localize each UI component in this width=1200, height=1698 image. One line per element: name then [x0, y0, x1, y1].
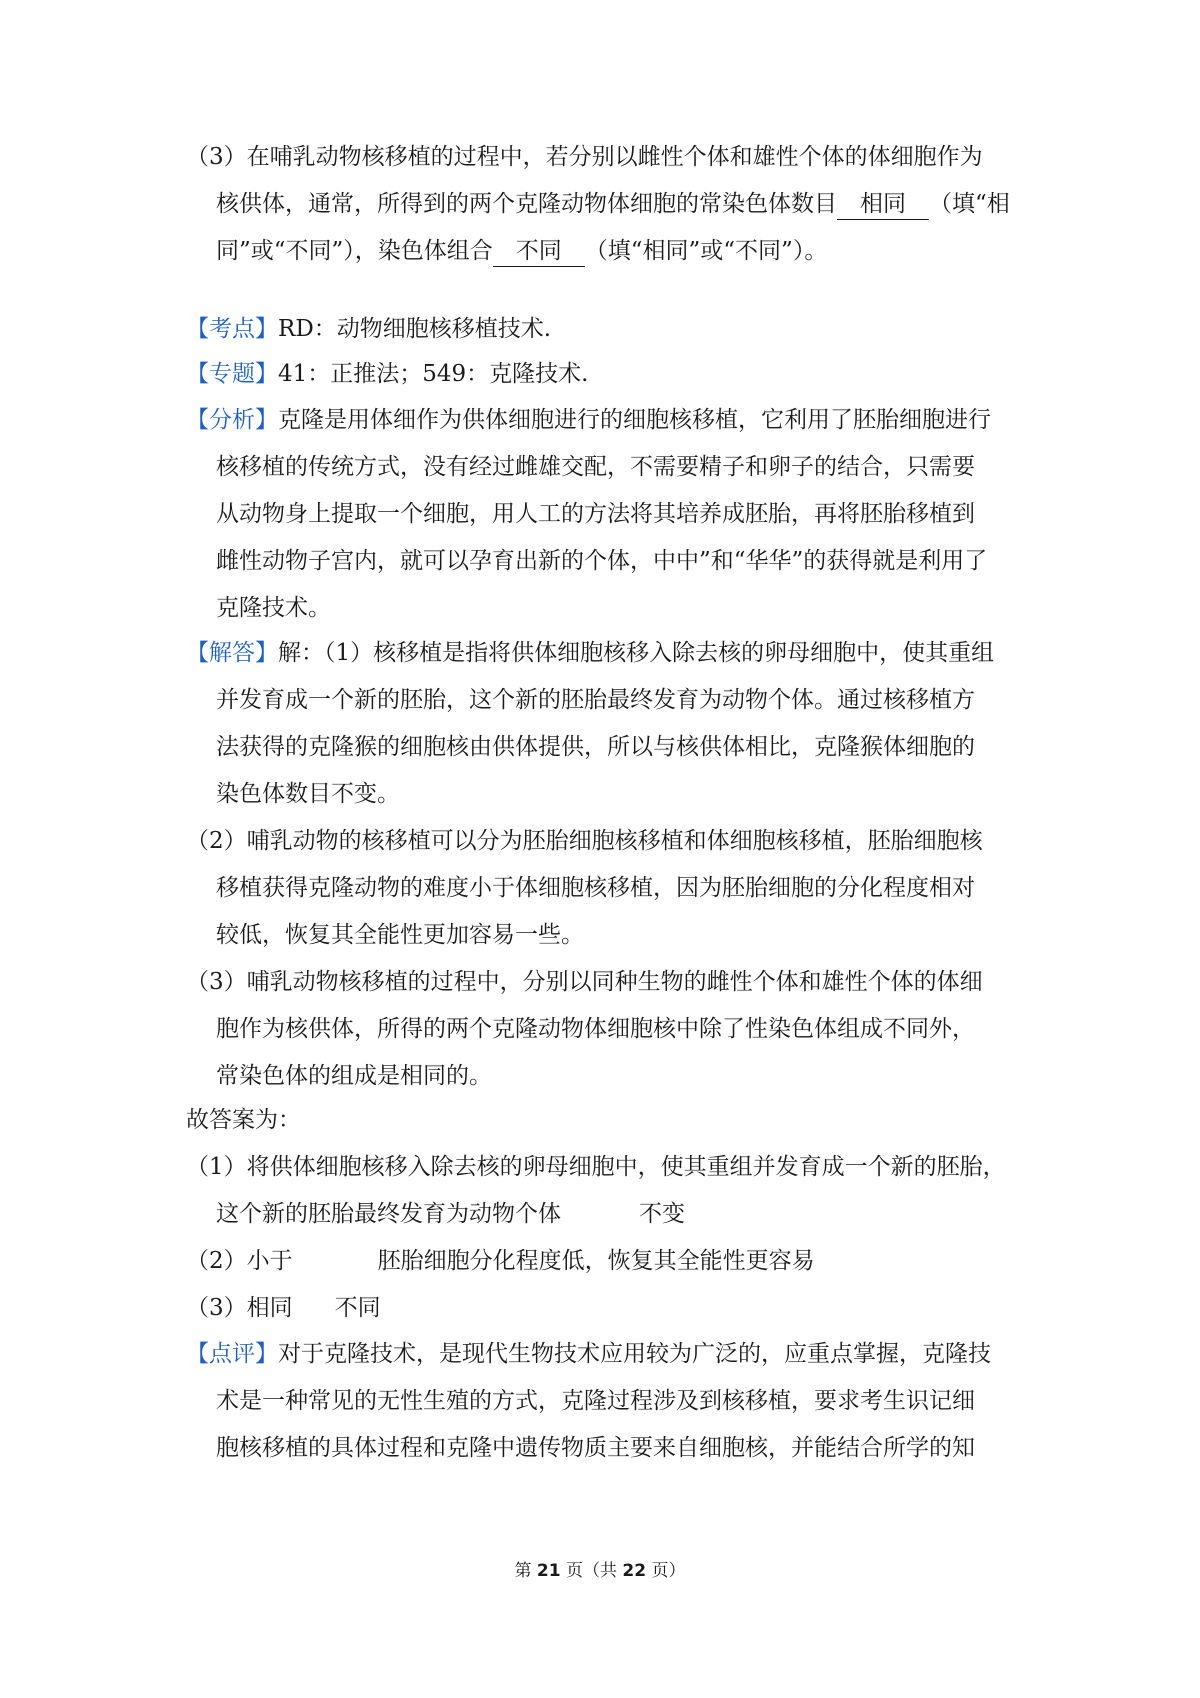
total-page-number: 22: [622, 1561, 647, 1581]
jieda-line-3: 法获得的克隆猴的细胞核由供体提供，所以与核供体相比，克隆猴体细胞的: [216, 734, 975, 760]
kaodian-tag: 【考点】: [186, 316, 278, 342]
answer-2-reason: 胚胎细胞分化程度低，恢复其全能性更容易: [377, 1248, 815, 1274]
jieda-part2-line-3: 较低，恢复其全能性更加容易一些。: [216, 922, 584, 948]
footer-middle: 页（共: [566, 1561, 617, 1581]
answer-3-value-2: 不同: [334, 1295, 381, 1321]
current-page-number: 21: [536, 1561, 561, 1581]
jieda-part2-line-2: 移植获得克隆动物的难度小于体细胞核移植，因为胚胎细胞的分化程度相对: [216, 875, 975, 901]
answer-1-line-1: （1）将供体细胞核移入除去核的卵母细胞中，使其重组并发育成一个新的胚胎，: [186, 1154, 1006, 1180]
answer-2-value: （2）小于: [186, 1248, 293, 1274]
jieda-part2-line-1: （2）哺乳动物的核移植可以分为胚胎细胞核移植和体细胞核移植，胚胎细胞核: [186, 828, 983, 854]
jieda-text-1: 解：（1）核移植是指将供体细胞核移入除去核的卵母细胞中，使其重组: [278, 640, 995, 666]
answer-2-line: [186, 1238, 1026, 1285]
fenxi-line-3: 从动物身上提取一个细胞，用人工的方法将其培养成胚胎，再将胚胎移植到: [216, 501, 975, 527]
q3-line-2-tail: （填“相: [929, 191, 1010, 217]
dianping-line-3: 胞核移植的具体过程和克隆中遗传物质主要来自细胞核，并能结合所学的知: [216, 1435, 975, 1461]
fenxi-text-1: 克隆是用体细作为供体细胞进行的细胞核移植，它利用了胚胎细胞进行: [278, 407, 991, 433]
answer-section: [186, 1097, 1026, 1332]
answer-1-text: 这个新的胚胎最终发育为动物个体: [216, 1201, 561, 1227]
zhuanti-section: [186, 351, 1026, 398]
jieda-line-2: 并发育成一个新的胚胎，这个新的胚胎最终发育为动物个体。通过核移植方: [216, 687, 975, 713]
q3-line-2: [186, 181, 1026, 228]
footer-prefix: 第: [514, 1561, 532, 1581]
fenxi-line-1: [186, 397, 1026, 444]
jieda-line-1: [186, 630, 1026, 677]
dianping-text-1: 对于克隆技术，是现代生物技术应用较为广泛的，应重点掌握，克隆技: [278, 1341, 991, 1367]
fenxi-line-4: 雌性动物子宫内，就可以孕育出新的个体，中中”和“华华”的获得就是利用了: [216, 548, 988, 574]
kaodian-section: [186, 306, 1026, 353]
dianping-section: [186, 1331, 1026, 1472]
answer-blank-1: 相同: [837, 189, 929, 220]
answer-1-value: 不变: [639, 1201, 685, 1227]
dianping-tag: 【点评】: [186, 1341, 278, 1367]
jieda-part3-line-2: 胞作为核供体，所得的两个克隆动物体细胞核中除了性染色体组成不同外，: [216, 1016, 975, 1042]
footer-suffix: 页）: [651, 1561, 686, 1581]
zhuanti-tag: 【专题】: [186, 361, 278, 387]
jieda-section: [186, 630, 1026, 1100]
jieda-line-4: 染色体数目不变。: [216, 781, 400, 807]
q3-line-3-text: 同”或“不同”），染色体组合: [216, 238, 493, 264]
zhuanti-text: 41：正推法；549：克隆技术.: [278, 361, 589, 387]
zhuanti-line: [186, 351, 1026, 398]
fenxi-line-2: 核移植的传统方式，没有经过雌雄交配，不需要精子和卵子的结合，只需要: [216, 454, 975, 480]
dianping-line-1: [186, 1331, 1026, 1378]
fenxi-tag: 【分析】: [186, 407, 278, 433]
answer-3-value-1: （3）相同: [186, 1295, 293, 1321]
q3-line-1: （3）在哺乳动物核移植的过程中，若分别以雌性个体和雄性个体的体细胞作为: [186, 144, 983, 170]
jieda-part3-line-3: 常染色体的组成是相同的。: [216, 1063, 492, 1089]
q3-line-3-tail: （填“相同”或“不同”）。: [584, 238, 828, 264]
fenxi-section: [186, 397, 1026, 632]
q3-line-3: [186, 228, 1026, 275]
kaodian-text: RD：动物细胞核移植技术.: [278, 316, 552, 342]
answer-blank-2: 不同: [493, 236, 585, 267]
kaodian-line: [186, 306, 1026, 353]
jieda-part3-line-1: （3）哺乳动物核移植的过程中，分别以同种生物的雌性个体和雄性个体的体细: [186, 969, 983, 995]
page-footer: [0, 1556, 1200, 1581]
jieda-tag: 【解答】: [186, 640, 278, 666]
answer-3-line: [186, 1285, 1026, 1332]
question-3: [186, 134, 1026, 275]
fenxi-line-5: 克隆技术。: [216, 595, 331, 621]
answer-1-line-2: [186, 1191, 1026, 1238]
answer-intro: 故答案为：: [186, 1107, 301, 1133]
q3-line-2-text: 核供体，通常，所得到的两个克隆动物体细胞的常染色体数目: [216, 191, 837, 217]
dianping-line-2: 术是一种常见的无性生殖的方式，克隆过程涉及到核移植，要求考生识记细: [216, 1388, 975, 1414]
